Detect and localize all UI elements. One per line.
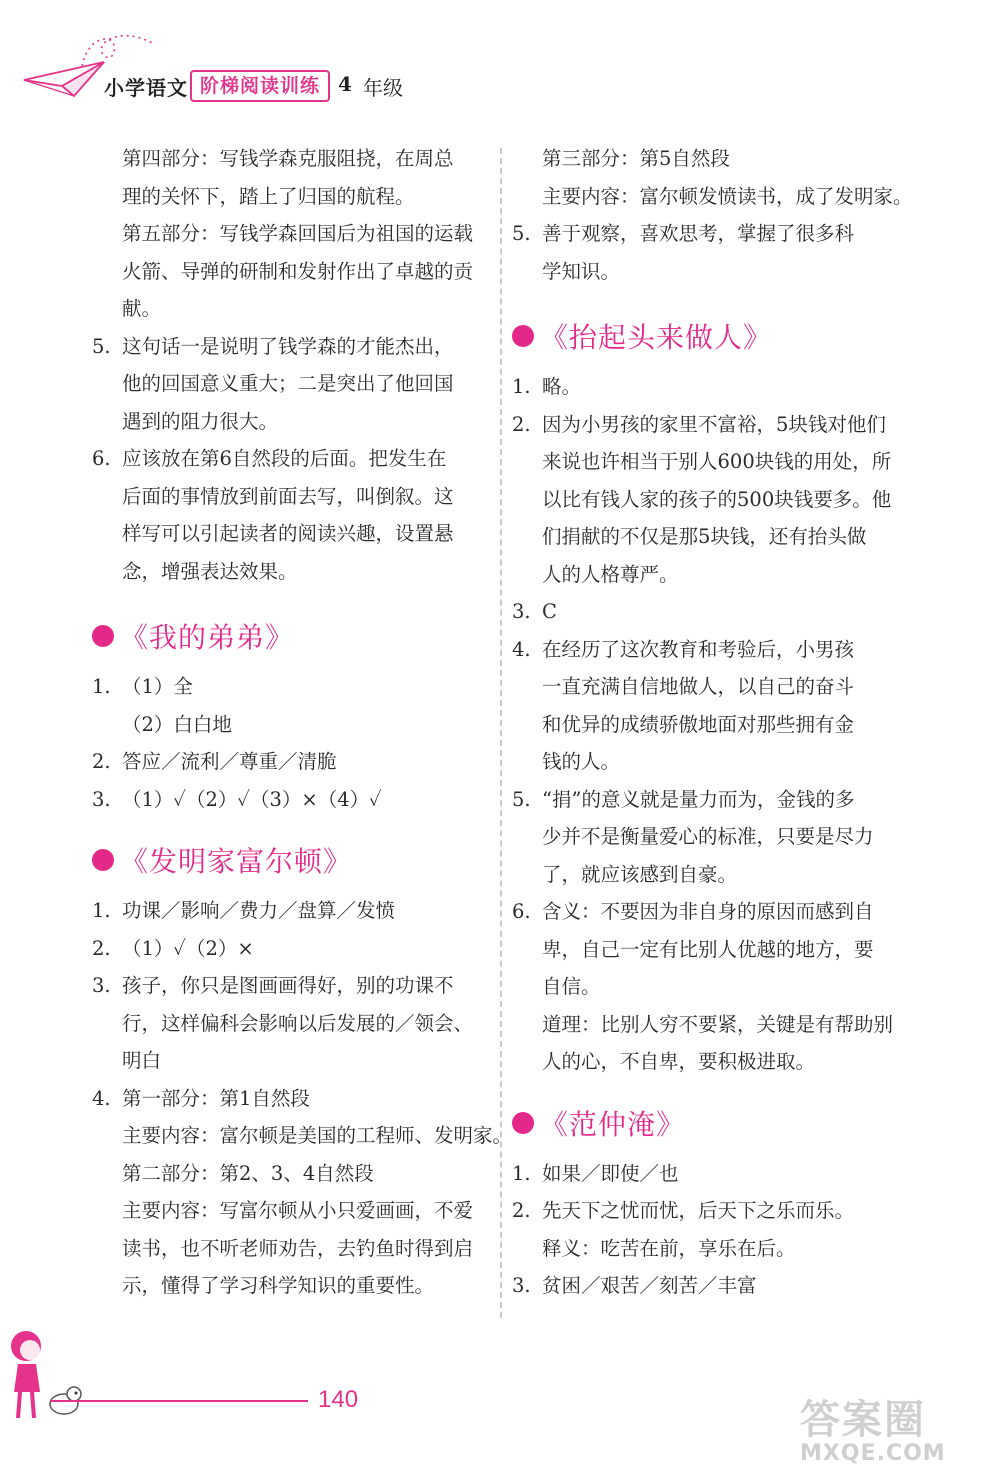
section-heading: [512, 316, 907, 356]
text-line: 卑，自己一定有比别人优越的地方，要: [542, 937, 874, 961]
text-line: 含义：不要因为非自身的原因而感到自: [542, 900, 874, 923]
section-bullet-icon: [512, 1112, 534, 1134]
answer-item: [92, 440, 487, 590]
item-number: 6.: [92, 447, 111, 470]
item-number: 2.: [92, 936, 111, 960]
item-number: 1.: [512, 375, 531, 398]
text-line: 应该放在第6自然段的后面。把发生在: [122, 447, 447, 470]
text-line: （2）白白地: [122, 712, 232, 736]
answer-item: [512, 1155, 907, 1193]
text-line: 来说也许相当于别人600块钱的用处，所: [542, 450, 892, 473]
watermark-text: 答案圈: [800, 1397, 926, 1443]
answer-item: [92, 1080, 513, 1305]
right-column: [512, 140, 913, 1305]
text-line: 后面的事情放到前面去写，叫倒叙。这: [122, 484, 454, 508]
text-line: 人的人格尊严。: [542, 562, 679, 586]
watermark-url: MXQE.COM: [800, 1441, 946, 1466]
text-line: 道理：比别人穷不要紧，关键是有帮助别: [542, 1012, 894, 1036]
text-line: 念，增强表达效果。: [122, 559, 298, 583]
left-column: [92, 140, 513, 1305]
text-line: C: [542, 600, 557, 623]
answer-item: [92, 743, 487, 781]
page-header: [0, 0, 1000, 120]
answer-item: [512, 1267, 907, 1305]
text-line: 孩子，你只是图画画得好，别的功课不: [122, 974, 454, 997]
paper-plane-icon: [22, 58, 106, 100]
text-line: 行，这样偏科会影响以后发展的／领会、: [122, 1011, 474, 1035]
text-line: 读书，也不听老师劝告，去钓鱼时得到启: [122, 1236, 474, 1260]
text-line: 了，就应该感到自豪。: [542, 862, 738, 886]
item-number: 4.: [92, 1086, 111, 1110]
text-line: 们捐献的不仅是那5块钱，还有抬头做: [542, 525, 867, 548]
text-line: 明白: [122, 1049, 162, 1072]
page-number: 140: [318, 1386, 359, 1413]
text-line: 这句话一是说明了钱学森的才能杰出，: [122, 334, 454, 358]
section-bullet-icon: [512, 325, 534, 347]
text-line: 少并不是衡量爱心的标准，只要是尽力: [542, 825, 874, 848]
item-number: 1.: [92, 675, 111, 698]
text-line: 主要内容：富尔顿是美国的工程师、发明家。: [122, 1124, 513, 1147]
answer-item: [92, 668, 487, 743]
text-line: （1）全: [122, 675, 193, 698]
grade-number: 4: [338, 72, 352, 96]
section-title: 《抬起头来做人》: [540, 321, 773, 354]
text-line: 释义：吃苦在前，享乐在后。: [542, 1236, 796, 1260]
text-line: 样写可以引起读者的阅读兴趣，设置悬: [122, 522, 454, 545]
item-number: 4.: [512, 637, 531, 661]
item-number: 5.: [92, 334, 111, 358]
text-line: 因为小男孩的家里不富裕，5块钱对他们: [542, 412, 886, 436]
text-line: 贫困／艰苦／刻苦／丰富: [542, 1274, 757, 1297]
text-line: 略。: [542, 375, 582, 398]
text-line: 理的关怀下，踏上了归国的航程。: [122, 184, 415, 208]
answer-item: [512, 1192, 907, 1267]
answer-item: [512, 893, 907, 1081]
item-number: 1.: [512, 1161, 531, 1185]
section-title: 《我的弟弟》: [120, 621, 295, 654]
text-line: 以比有钱人家的孩子的500块钱要多。他: [542, 487, 892, 511]
section-bullet-icon: [92, 849, 114, 871]
section-title: 《发明家富尔顿》: [120, 845, 353, 878]
item-number: 3.: [92, 787, 111, 811]
text-line: 自信。: [542, 975, 601, 998]
item-number: 3.: [92, 974, 111, 997]
item-number: 1.: [92, 899, 111, 922]
answer-item: [512, 215, 907, 290]
text-line: 第一部分：第1自然段: [122, 1086, 310, 1110]
text-line: （1）✓（2）×: [122, 936, 254, 960]
series-badge: 阶梯阅读训练: [190, 70, 330, 102]
text-line: 火箭、导弹的研制和发射作出了卓越的贡: [122, 259, 474, 283]
girl-with-dog-illustration: [0, 1320, 90, 1430]
watermark-logo: [800, 1388, 946, 1466]
text-line: 一直充满自信地做人，以自己的奋斗: [542, 675, 855, 698]
item-number: 2.: [512, 1199, 531, 1222]
item-number: 2.: [92, 750, 111, 773]
text-line: 和优异的成绩骄傲地面对那些拥有金: [542, 712, 855, 736]
text-line: 答应／流利／尊重／清脆: [122, 750, 337, 773]
text-line: 主要内容：写富尔顿从小只爱画画，不爱: [122, 1199, 474, 1222]
footer-rule: [50, 1400, 308, 1402]
section-heading: [92, 840, 487, 880]
section-bullet-icon: [92, 625, 114, 647]
text-line: 第五部分：写钱学森回国后为祖国的运载: [122, 222, 474, 245]
text-line: 先天下之忧而忧，后天下之乐而乐。: [542, 1199, 855, 1222]
text-line: 人的心，不自卑，要积极进取。: [542, 1050, 816, 1073]
item-number: 3.: [512, 1274, 531, 1297]
section-heading: [512, 1103, 907, 1143]
answer-item: [92, 781, 487, 819]
text-line: 他的回国意义重大；二是突出了他回国: [122, 372, 454, 395]
answer-item: [92, 967, 487, 1080]
text-line: 第三部分：第5自然段: [542, 147, 730, 170]
text-line: 献。: [122, 297, 162, 320]
text-line: 第四部分：写钱学森克服阻挠，在周总: [122, 147, 454, 170]
text-line: （1）✓（2）✓（3）×（4）✓: [122, 787, 382, 811]
answer-item: [512, 781, 907, 894]
item-number: 5.: [512, 787, 531, 811]
answer-item: [92, 328, 487, 441]
answer-item: [512, 368, 907, 406]
text-line: 在经历了这次教育和考验后，小男孩: [542, 637, 855, 661]
answer-continuation: [92, 140, 487, 328]
text-line: 示，懂得了学习科学知识的重要性。: [122, 1274, 435, 1297]
text-line: 第二部分：第2、3、4自然段: [122, 1161, 374, 1185]
answer-item: [512, 406, 907, 594]
grade-label: 年级: [363, 76, 403, 100]
answer-item: [512, 593, 907, 631]
text-line: 善于观察，喜欢思考，掌握了很多科: [542, 222, 855, 245]
text-line: 学知识。: [542, 259, 621, 283]
text-line: 钱的人。: [542, 750, 621, 773]
item-number: 6.: [512, 900, 531, 923]
subject-title: 小学语文: [104, 76, 188, 100]
text-line: “捐”的意义就是量力而为，金钱的多: [542, 787, 855, 811]
answer-item: [92, 892, 487, 930]
text-line: 遇到的阻力很大。: [122, 409, 279, 433]
item-number: 2.: [512, 412, 531, 436]
section-title: 《范仲淹》: [540, 1107, 686, 1141]
item-number: 5.: [512, 222, 531, 245]
answer-item: [92, 930, 487, 968]
item-number: 3.: [512, 600, 531, 623]
text-line: 如果／即使／也: [542, 1161, 679, 1185]
answer-item: [512, 631, 907, 781]
answer-continuation: [512, 140, 913, 215]
text-line: 主要内容：富尔顿发愤读书，成了发明家。: [542, 184, 913, 208]
text-line: 功课／影响／费力／盘算／发愤: [122, 899, 396, 922]
section-heading: [92, 616, 487, 656]
